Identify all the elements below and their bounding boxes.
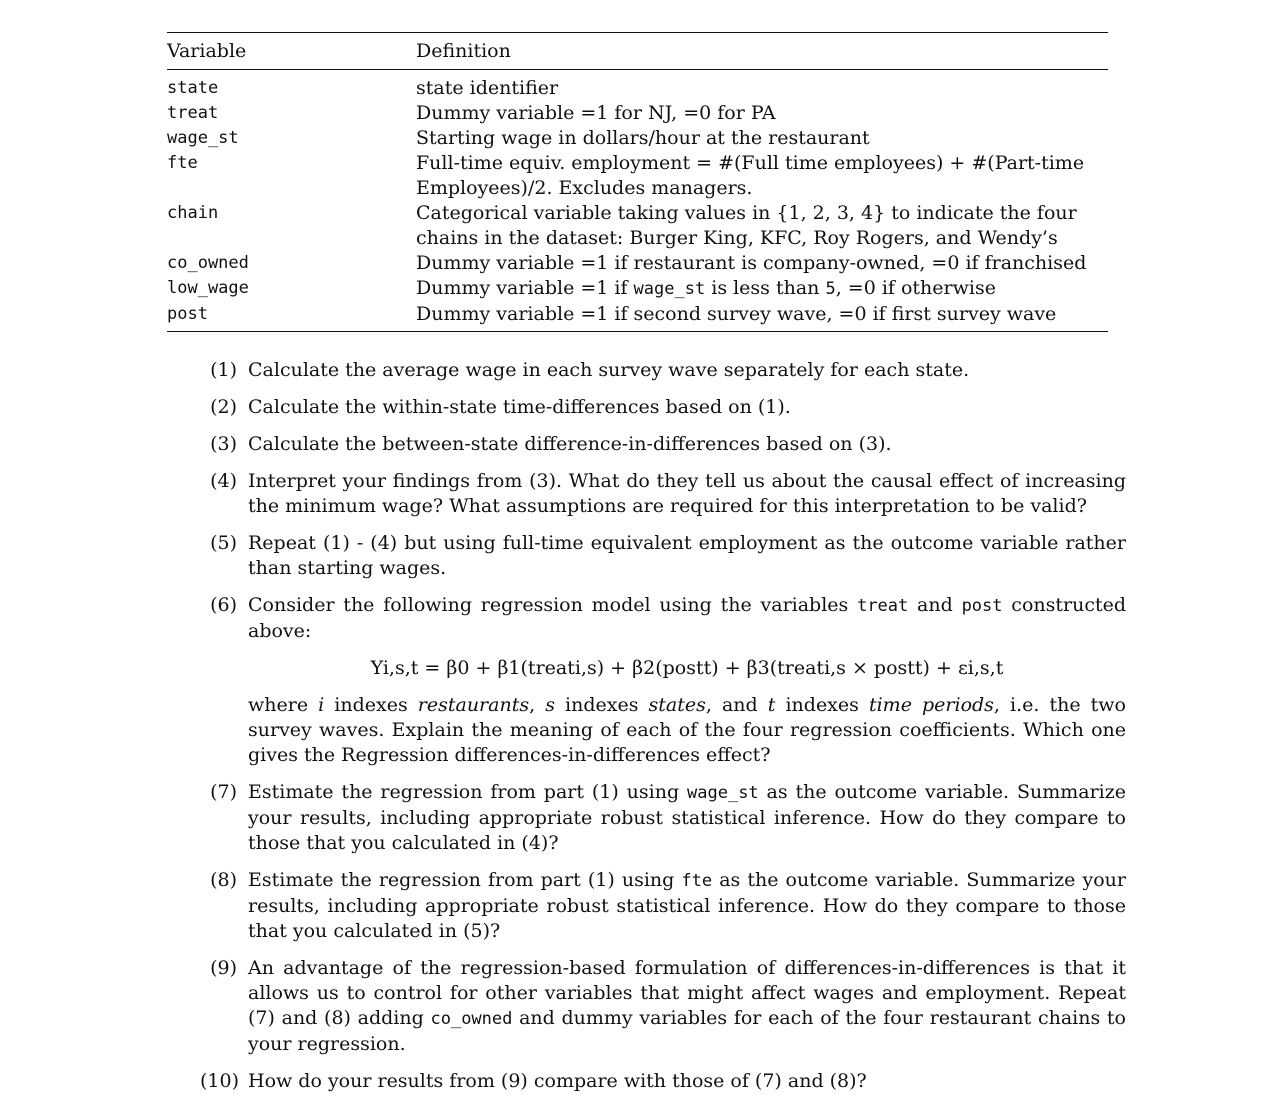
variable-definition: Full-time equiv. employment = #(Full time employees) + #(Part-time Employees)/2. Excludes managers. bbox=[416, 152, 1085, 199]
variable-table bbox=[167, 32, 1108, 332]
table-row bbox=[167, 126, 1108, 151]
variable-definition: Categorical variable taking values in {1, 2, 3, 4} to indicate the four chains in the dataset: Burger King, KFC, Roy Rogers, and Wendy’s bbox=[416, 202, 1077, 249]
question-number: (6) bbox=[210, 594, 237, 616]
table-header bbox=[167, 33, 1108, 70]
question-text: Estimate the regression from part (1) using fte as the outcome variable. Summarize your results, including appropriate robust statistical inference. How do they compare to those that you calculated in (5)? bbox=[248, 869, 1126, 942]
variable-definition: Dummy variable =1 if wage_st is less than 5, =0 if otherwise bbox=[416, 277, 996, 299]
table-row bbox=[167, 251, 1108, 276]
header-variable: Variable bbox=[167, 40, 247, 62]
variable-definition: Dummy variable =1 if second survey wave, =0 if first survey wave bbox=[416, 303, 1057, 325]
variable-definition: Dummy variable =1 if restaurant is company-owned, =0 if franchised bbox=[416, 252, 1087, 274]
question-number: (1) bbox=[210, 359, 237, 381]
question-item bbox=[200, 780, 1126, 856]
question-text: How do your results from (9) compare with those of (7) and (8)? bbox=[248, 1070, 867, 1092]
question-item bbox=[200, 868, 1126, 944]
question-number: (3) bbox=[210, 433, 237, 455]
question-text: Calculate the between-state difference-in-differences based on (3). bbox=[248, 433, 892, 455]
regression-equation: Yi,s,t = β0 + β1(treati,s) + β2(postt) + β3(treati,s × postt) + εi,s,t bbox=[370, 657, 1004, 679]
question-text: Consider the following regression model using the variables treat and post constructed above: Yi,s,t = β0 + β1(treati,s) + β2(postt) + β3(treati,s × postt) + εi,s,t where i indexes restaurants, s indexes states, and t indexes time periods, i.e. the two survey waves. Explain the meaning of each of the four regression coefficients. Which one gives the Regression differences-in-differences effect? bbox=[248, 594, 1127, 766]
variable-name: fte bbox=[167, 153, 198, 173]
variable-name: state bbox=[167, 78, 219, 98]
variable-definition: state identifier bbox=[416, 77, 559, 99]
table-row bbox=[167, 302, 1108, 327]
table-row bbox=[167, 201, 1108, 251]
question-item bbox=[200, 1069, 1126, 1094]
question-number: (10) bbox=[200, 1070, 240, 1092]
table-row bbox=[167, 101, 1108, 126]
question-item bbox=[200, 432, 1126, 457]
question-number: (5) bbox=[210, 532, 237, 554]
table-row bbox=[167, 151, 1108, 201]
question-number: (7) bbox=[210, 781, 237, 803]
question-number: (2) bbox=[210, 396, 237, 418]
header-definition: Definition bbox=[416, 40, 511, 62]
question-number: (8) bbox=[210, 869, 237, 891]
variable-name: wage_st bbox=[167, 128, 239, 148]
question-text: Calculate the average wage in each survey wave separately for each state. bbox=[248, 359, 970, 381]
question-list bbox=[200, 358, 1126, 1106]
variable-name: treat bbox=[167, 103, 219, 123]
variable-name: co_owned bbox=[167, 253, 249, 273]
question-text: Repeat (1) - (4) but using full-time equivalent employment as the outcome variable rather than starting wages. bbox=[248, 532, 1126, 579]
question-text: Calculate the within-state time-differences based on (1). bbox=[248, 396, 791, 418]
question-item bbox=[200, 358, 1126, 383]
variable-name: low_wage bbox=[167, 278, 249, 298]
variable-definition: Dummy variable =1 for NJ, =0 for PA bbox=[416, 102, 776, 124]
question-text: An advantage of the regression-based formulation of differences-in-differences is that it allows us to control for other variables that might affect wages and employment. Repeat (7) and (8) adding co_owned and dummy variables for each of the four restaurant chains to your regression. bbox=[248, 957, 1127, 1055]
question-item bbox=[200, 531, 1126, 581]
question-item bbox=[200, 395, 1126, 420]
variable-definition: Starting wage in dollars/hour at the restaurant bbox=[416, 127, 870, 149]
variable-name: post bbox=[167, 304, 208, 324]
question-number: (9) bbox=[210, 957, 237, 979]
table-row bbox=[167, 276, 1108, 302]
table-row bbox=[167, 76, 1108, 101]
question-number: (4) bbox=[210, 470, 237, 492]
question-item bbox=[200, 956, 1126, 1057]
question-text: Interpret your findings from (3). What do they tell us about the causal effect of increasing the minimum wage? What assumptions are required for this interpretation to be valid? bbox=[248, 470, 1126, 517]
question-item bbox=[200, 469, 1126, 519]
question-item bbox=[200, 593, 1126, 768]
variable-name: chain bbox=[167, 203, 219, 223]
question-text: Estimate the regression from part (1) using wage_st as the outcome variable. Summarize your results, including appropriate robust statistical inference. How do they compare to those that you calculated in (4)? bbox=[248, 781, 1126, 854]
